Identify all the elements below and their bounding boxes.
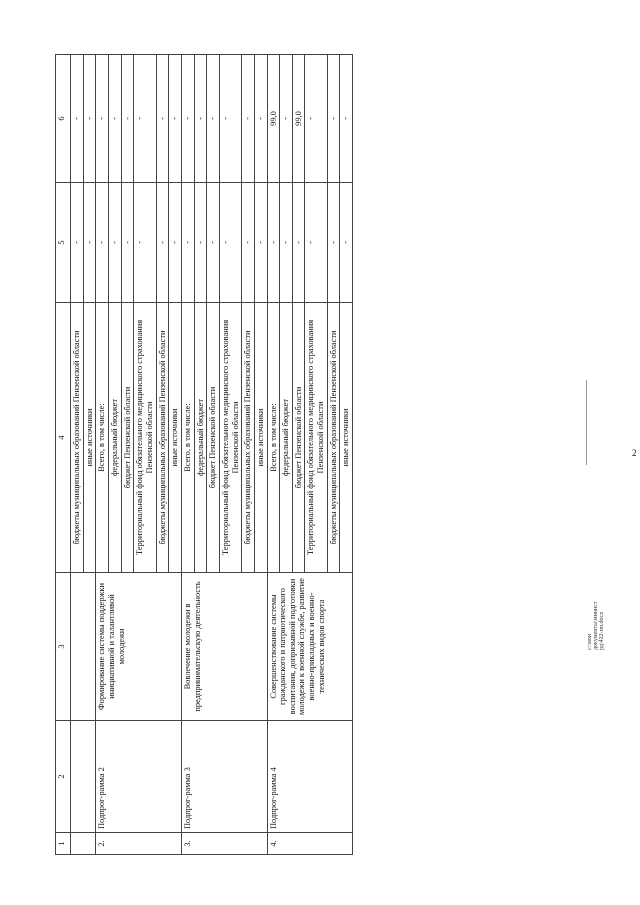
value-col5: - — [219, 183, 241, 303]
value-col6: - — [121, 55, 134, 183]
funding-source: бюджеты муниципальных образований Пензенской области — [242, 303, 255, 573]
value-col5: - — [267, 183, 280, 303]
subprogram-name: Подпрог-рамма 4 — [267, 721, 353, 833]
value-col6: - — [96, 55, 109, 183]
row-number: 2. — [96, 833, 182, 855]
value-col6: - — [242, 55, 255, 183]
funding-source: бюджеты муниципальных образований Пензенской области — [156, 303, 169, 573]
value-col6: 99,0 — [267, 55, 280, 183]
table-row — [96, 55, 109, 855]
funding-source: иные источники — [254, 303, 267, 573]
value-col6: - — [83, 55, 96, 183]
page-number: 2 — [632, 448, 637, 458]
value-col5: - — [156, 183, 169, 303]
row-number — [71, 833, 96, 855]
funding-source: бюджет Пензенской области — [292, 303, 305, 573]
value-col6: - — [207, 55, 220, 183]
value-col5: - — [134, 183, 156, 303]
funding-source: Территориальный фонд обязательного медицинского страхования Пензенской области — [134, 303, 156, 573]
value-col5: - — [194, 183, 207, 303]
value-col5: - — [169, 183, 182, 303]
subprogram-description: Вовлечение молодежи в предпринимательскую деятельность — [181, 573, 267, 721]
value-col5: - — [280, 183, 293, 303]
subprogram-name: Подпрог-рамма 3 — [181, 721, 267, 833]
subprogram-name: Подпрог-рамма 2 — [96, 721, 182, 833]
value-col5: - — [327, 183, 340, 303]
value-col6: - — [340, 55, 353, 183]
value-col6: - — [254, 55, 267, 183]
value-col5: - — [108, 183, 121, 303]
value-col6: - — [327, 55, 340, 183]
value-col5: - — [83, 183, 96, 303]
table-row — [181, 55, 194, 855]
value-col6: - — [280, 55, 293, 183]
funding-source: Всего, в том числе: — [267, 303, 280, 573]
value-col5: - — [207, 183, 220, 303]
value-col5: - — [96, 183, 109, 303]
column-header: 5 — [56, 183, 71, 303]
value-col6: - — [194, 55, 207, 183]
program-funding-table-wrapper — [55, 55, 545, 855]
funding-source: федеральный бюджет — [280, 303, 293, 573]
value-col6: - — [134, 55, 156, 183]
column-header: 1 — [56, 833, 71, 855]
divider-line — [586, 380, 587, 465]
footer-file-path: c:\мои документы\минист рд\422-пп.docx — [587, 601, 605, 650]
value-col6: - — [156, 55, 169, 183]
funding-source: Территориальный фонд обязательного медицинского страхования Пензенской области — [219, 303, 241, 573]
subprogram-name — [71, 721, 96, 833]
program-funding-table — [55, 54, 353, 855]
funding-source: иные источники — [340, 303, 353, 573]
funding-source: Всего, в том числе: — [181, 303, 194, 573]
table-row — [267, 55, 280, 855]
funding-source: иные источники — [83, 303, 96, 573]
subprogram-description: Формирование системы поддержки инициативной и талантливой молодежи — [96, 573, 182, 721]
column-header: 2 — [56, 721, 71, 833]
value-col5: - — [181, 183, 194, 303]
table-header-row — [56, 55, 71, 855]
table-row — [71, 55, 84, 855]
funding-source: бюджеты муниципальных образований Пензенской области — [71, 303, 84, 573]
column-header: 3 — [56, 573, 71, 721]
value-col6: - — [108, 55, 121, 183]
value-col6: - — [305, 55, 327, 183]
column-header: 4 — [56, 303, 71, 573]
column-header: 6 — [56, 55, 71, 183]
subprogram-description — [71, 573, 96, 721]
value-col6: - — [169, 55, 182, 183]
funding-source: Территориальный фонд обязательного медицинского страхования Пензенской области — [305, 303, 327, 573]
row-number: 4. — [267, 833, 353, 855]
funding-source: бюджет Пензенской области — [121, 303, 134, 573]
funding-source: федеральный бюджет — [108, 303, 121, 573]
funding-source: бюджеты муниципальных образований Пензенской области — [327, 303, 340, 573]
funding-source: федеральный бюджет — [194, 303, 207, 573]
value-col5: - — [71, 183, 84, 303]
value-col6: - — [71, 55, 84, 183]
value-col6: - — [219, 55, 241, 183]
value-col5: - — [340, 183, 353, 303]
value-col5: - — [242, 183, 255, 303]
value-col5: - — [305, 183, 327, 303]
row-number: 3. — [181, 833, 267, 855]
funding-source: бюджет Пензенской области — [207, 303, 220, 573]
table-body — [71, 55, 353, 855]
value-col5: - — [292, 183, 305, 303]
value-col5: - — [254, 183, 267, 303]
value-col6: - — [181, 55, 194, 183]
funding-source: иные источники — [169, 303, 182, 573]
value-col5: - — [121, 183, 134, 303]
funding-source: Всего, в том числе: — [96, 303, 109, 573]
subprogram-description: Совершенствование системы гражданского и патриотического воспитания, допризывной подготовки молодежи к военной службе, развитие военно-прикладных и военно-технических видов спорта — [267, 573, 353, 721]
value-col6: 99,0 — [292, 55, 305, 183]
